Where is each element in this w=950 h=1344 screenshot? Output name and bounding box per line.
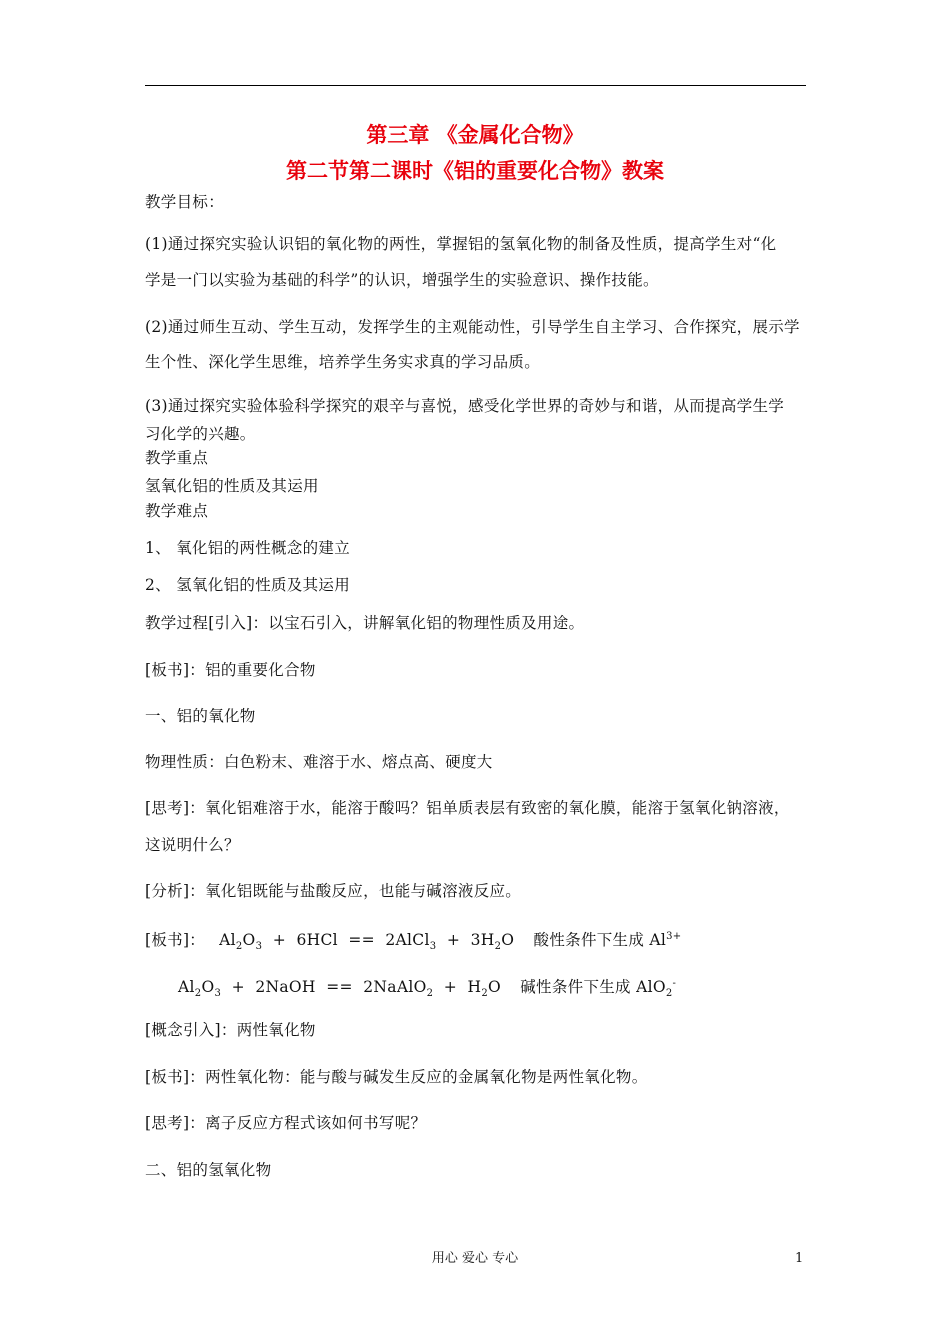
objective-1-line-2: 学是一门以实验为基础的科学”的认识，增强学生的实验意识、操作技能。 (145, 271, 659, 289)
objectives-heading: 教学目标： (145, 193, 225, 211)
objective-3-line-2: 习化学的兴趣。 (145, 425, 256, 443)
difficulty-2: 2、 氢氧化铝的性质及其运用 (145, 576, 350, 594)
eq1-note: 酸性条件下生成 $Al^{3+}$ (533, 931, 682, 950)
lesson-title: 第二节第二课时《铝的重要化合物》教案 (286, 159, 664, 183)
amphoteric-definition: [板书]：两性氧化物：能与酸与碱发生反应的金属氧化物是两性氧化物。 (145, 1068, 648, 1086)
chapter-title: 第三章 《金属化合物》 (366, 123, 584, 147)
objective-2-line-1: (2)通过师生互动、学生互动，发挥学生的主观能动性，引导学生自主学习、合作探究，展示学 (145, 318, 800, 336)
objective-1-line-1: (1)通过探究实验认识铝的氧化物的两性，掌握铝的氢氧化物的制备及性质，提高学生对“化 (145, 235, 777, 253)
eq1-plus-1: + (272, 931, 286, 950)
eq1-reactant-al2o3: $Al_2O_3$ (219, 931, 263, 953)
eq1-reactant-hcl: 6HCl (296, 931, 338, 950)
think-question-line-1: [思考]：氧化铝难溶于水，能溶于酸吗？铝单质表层有致密的氧化膜，能溶于氢氧化钠溶液， (145, 799, 790, 817)
eq2-reactant-naoh: 2NaOH (255, 978, 316, 997)
difficulties-heading: 教学难点 (145, 502, 209, 520)
footer-motto: 用心 爱心 专心 (431, 1251, 519, 1266)
eq1-product-alcl3: 2AlCl$_3$ (385, 931, 437, 953)
header-rule (145, 85, 806, 86)
eq2-plus-2: + (443, 978, 458, 997)
key-points-heading: 教学重点 (145, 449, 209, 467)
eq2-arrow: == (326, 978, 353, 997)
key-points-text: 氢氧化铝的性质及其运用 (145, 477, 319, 495)
analysis-text: [分析]：氧化铝既能与盐酸反应，也能与碱溶液反应。 (145, 882, 522, 900)
physical-properties: 物理性质：白色粉末、难溶于水、熔点高、硬度大 (145, 753, 493, 771)
section-two-heading: 二、铝的氢氧化物 (145, 1161, 272, 1179)
equation-base (178, 974, 848, 1004)
board-heading: [板书]：铝的重要化合物 (145, 661, 316, 679)
section-one-heading: 一、铝的氧化物 (145, 707, 256, 725)
page-number: 1 (795, 1251, 804, 1266)
eq1-arrow: == (348, 931, 375, 950)
eq2-product-water: $H_2O$ (467, 978, 502, 1000)
objective-3-line-1: (3)通过探究实验体验科学探究的艰辛与喜悦，感受化学世界的奇妙与和谐，从而提高学生学 (145, 397, 785, 415)
eq2-product-naalo2: 2NaAlO$_2$ (363, 978, 434, 1000)
eq1-product-water: $3H_2O$ (470, 931, 515, 953)
eq2-note: 碱性条件下生成 AlO$_2$- (520, 978, 677, 1000)
ionic-equation-question: [思考]：离子反应方程式该如何书写呢？ (145, 1114, 427, 1132)
eq1-plus-2: + (446, 931, 461, 950)
eq2-reactant-al2o3: $Al_2O_3$ (178, 978, 222, 1000)
think-question-line-2: 这说明什么？ (145, 836, 240, 854)
equation-acid (145, 927, 815, 957)
process-intro: 教学过程[引入]：以宝石引入，讲解氧化铝的物理性质及用途。 (145, 614, 585, 632)
objective-2-line-2: 生个性、深化学生思维，培养学生务实求真的学习品质。 (145, 353, 541, 371)
concept-intro: [概念引入]：两性氧化物 (145, 1021, 316, 1039)
difficulty-1: 1、 氧化铝的两性概念的建立 (145, 539, 350, 557)
eq2-plus-1: + (231, 978, 245, 997)
eq1-prefix: [板书]： (145, 931, 206, 950)
